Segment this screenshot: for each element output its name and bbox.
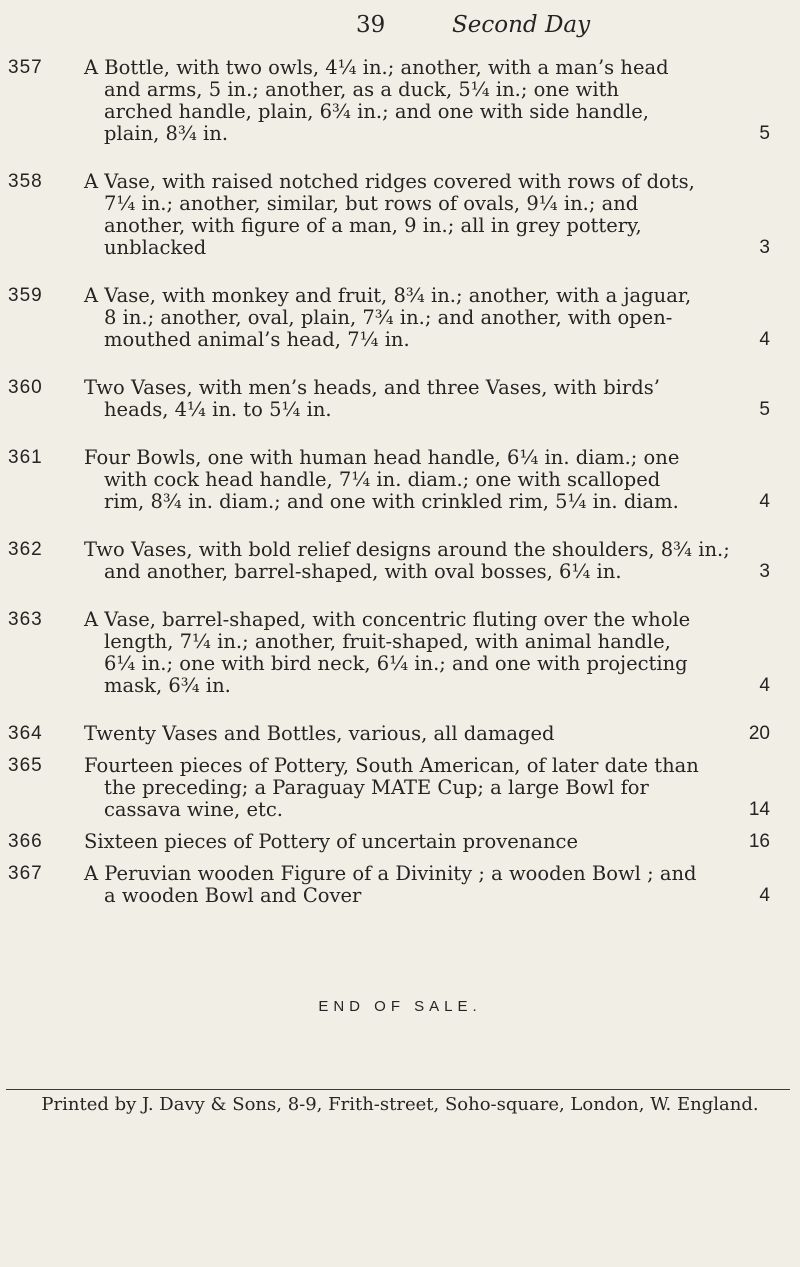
lot-description-line: 6¼ in.; one with bird neck, 6¼ in.; and one with projecting <box>104 652 688 675</box>
lot-quantity: 3 <box>759 561 770 582</box>
lot-description <box>84 538 770 583</box>
lot-description-line: unblacked <box>104 236 207 259</box>
lot-description-line: cassava wine, etc. <box>104 798 283 821</box>
lot-list <box>0 57 800 907</box>
lot-description-line: Two Vases, with bold relief designs around the shoulders, 8¾ in.; <box>84 538 730 561</box>
lot-quantity: 14 <box>748 799 770 820</box>
lot-description-line: Fourteen pieces of Pottery, South American, of later date than <box>84 754 699 777</box>
lot-quantity: 4 <box>759 329 770 350</box>
lot-quantity: 16 <box>748 831 770 852</box>
printer-imprint: Printed by J. Davy & Sons, 8-9, Frith-street, Soho-square, London, W. England. <box>41 1094 759 1115</box>
lot-description-line: length, 7¼ in.; another, fruit-shaped, with animal handle, <box>104 630 671 653</box>
lot-quantity: 20 <box>748 723 770 744</box>
lot-number: 367 <box>8 863 43 884</box>
lot-description-line: rim, 8¾ in. diam.; and one with crinkled rim, 5¼ in. diam. <box>104 490 679 513</box>
lot-description-line: A Vase, with monkey and fruit, 8¾ in.; another, with a jaguar, <box>84 284 692 307</box>
running-head: Second Day <box>452 12 591 38</box>
lot-entry <box>0 831 800 853</box>
lot-description <box>84 284 770 351</box>
lot-description-line: arched handle, plain, 6¾ in.; and one with side handle, <box>104 100 649 123</box>
end-of-sale: END OF SALE. <box>318 998 482 1015</box>
lot-quantity: 3 <box>759 237 770 258</box>
lot-entry <box>0 723 800 745</box>
lot-description-line: A Vase, with raised notched ridges covered with rows of dots, <box>84 170 695 193</box>
lot-description-line: the preceding; a Paraguay MATE Cup; a large Bowl for <box>104 776 649 799</box>
lot-description <box>84 608 770 697</box>
lot-description-line: plain, 8¾ in. <box>104 122 229 145</box>
lot-description-line: Four Bowls, one with human head handle, 6¼ in. diam.; one <box>84 446 680 469</box>
lot-quantity: 4 <box>759 675 770 696</box>
lot-number: 366 <box>8 831 43 852</box>
lot-entry <box>0 377 800 421</box>
lot-number: 358 <box>8 171 43 192</box>
lot-number: 362 <box>8 539 43 560</box>
lot-quantity: 4 <box>759 491 770 512</box>
lot-description-line: mask, 6¾ in. <box>104 674 231 697</box>
lot-entry <box>0 447 800 513</box>
lot-description <box>84 376 770 421</box>
lot-entry <box>0 57 800 145</box>
lot-entry <box>0 171 800 259</box>
lot-description <box>84 446 770 513</box>
lot-description-line: Sixteen pieces of Pottery of uncertain provenance <box>84 830 578 853</box>
lot-description-line: and arms, 5 in.; another, as a duck, 5¼ in.; one with <box>104 78 619 101</box>
lot-description-line: 8 in.; another, oval, plain, 7¾ in.; and another, with open- <box>104 306 673 329</box>
lot-description-line: Two Vases, with men’s heads, and three Vases, with birds’ <box>84 376 660 399</box>
lot-entry <box>0 609 800 697</box>
lot-number: 359 <box>8 285 43 306</box>
lot-entry <box>0 863 800 907</box>
lot-quantity: 5 <box>759 123 770 144</box>
page-number: 39 <box>356 12 386 38</box>
lot-description <box>84 722 770 745</box>
lot-description-line: and another, barrel-shaped, with oval bosses, 6¼ in. <box>104 560 622 583</box>
lot-entry <box>0 285 800 351</box>
lot-description-line: with cock head handle, 7¼ in. diam.; one with scalloped <box>104 468 661 491</box>
lot-number: 364 <box>8 723 43 744</box>
lot-description-line: Twenty Vases and Bottles, various, all damaged <box>84 722 555 745</box>
lot-entry <box>0 755 800 821</box>
lot-number: 363 <box>8 609 43 630</box>
lot-description-line: A Peruvian wooden Figure of a Divinity ; a wooden Bowl ; and <box>84 862 697 885</box>
lot-description-line: A Vase, barrel-shaped, with concentric fluting over the whole <box>84 608 691 631</box>
lot-number: 361 <box>8 447 43 468</box>
lot-description <box>84 56 770 145</box>
lot-description <box>84 862 770 907</box>
lot-entry <box>0 539 800 583</box>
lot-description-line: mouthed animal’s head, 7¼ in. <box>104 328 410 351</box>
lot-description-line: A Bottle, with two owls, 4¼ in.; another, with a man’s head <box>84 56 669 79</box>
lot-description-line: 7¼ in.; another, similar, but rows of ovals, 9¼ in.; and <box>104 192 639 215</box>
lot-quantity: 5 <box>759 399 770 420</box>
lot-quantity: 4 <box>759 885 770 906</box>
lot-description-line: a wooden Bowl and Cover <box>104 884 362 907</box>
lot-number: 365 <box>8 755 43 776</box>
lot-number: 360 <box>8 377 43 398</box>
lot-description <box>84 830 770 853</box>
lot-description-line: heads, 4¼ in. to 5¼ in. <box>104 398 332 421</box>
page-header <box>0 8 800 48</box>
lot-description <box>84 754 770 821</box>
lot-description-line: another, with figure of a man, 9 in.; all in grey pottery, <box>104 214 642 237</box>
lot-number: 357 <box>8 57 43 78</box>
lot-description <box>84 170 770 259</box>
imprint-rule <box>6 1089 790 1090</box>
